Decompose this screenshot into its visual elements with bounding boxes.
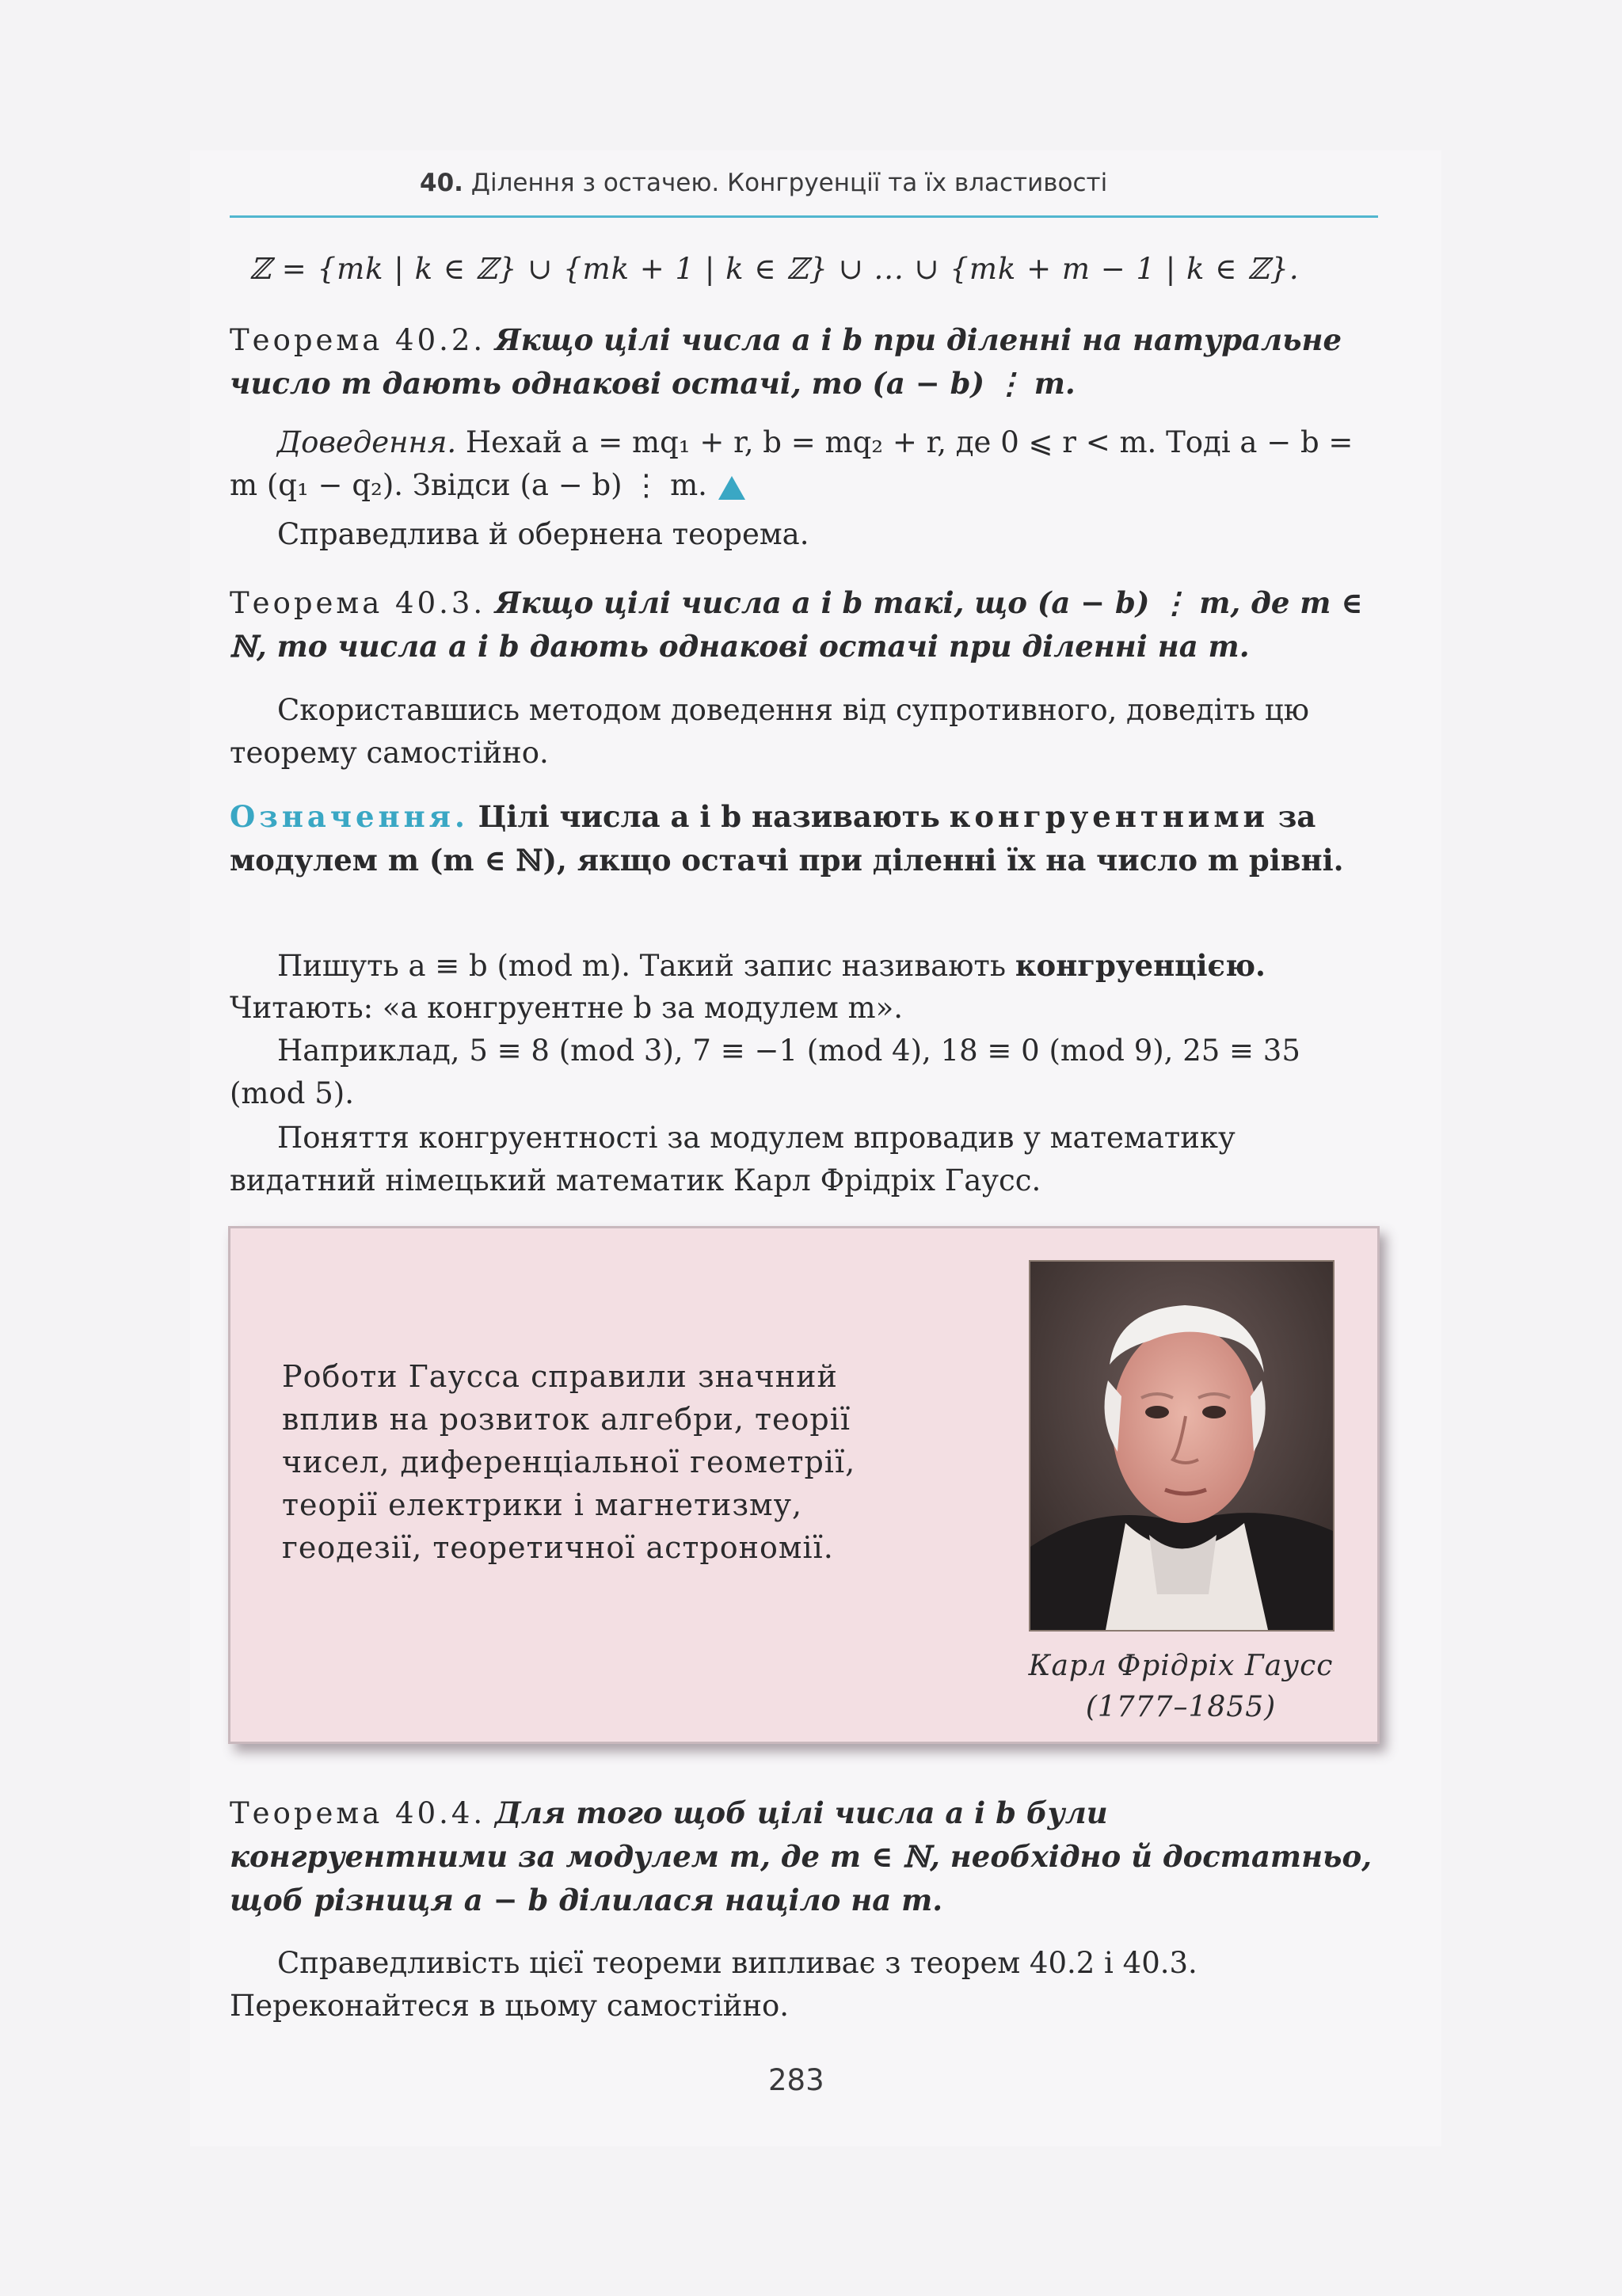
notation-paragraph [230, 944, 1378, 988]
portrait-image [1030, 1262, 1333, 1630]
theorem-40-2 [230, 318, 1378, 406]
definition [230, 795, 1378, 882]
caption-name: Карл Фрідріх Гаусс [1028, 1650, 1334, 1682]
closing-paragraph: Справедливість цієї теореми випливає з теорем 40.2 і 40.3. Переконайтеся в цьому самостійно. [230, 1946, 1197, 2023]
running-header [420, 169, 1107, 197]
notation-text: Пишуть a ≡ b (mod m). Такий запис називають [277, 949, 1007, 983]
definition-term: конгруентними [949, 799, 1269, 834]
examples-paragraph: Наприклад, 5 ≡ 8 (mod 3), 7 ≡ −1 (mod 4), 18 ≡ 0 (mod 9), 25 ≡ 35 (mod 5). [230, 1034, 1300, 1110]
theorem-statement: Якщо цілі числа a і b при діленні на натуральне число m дають однакові остачі, то (a − b) ⋮ m. [230, 322, 1342, 401]
proof-text: Нехай a = mq₁ + r, b = mq₂ + r, де 0 ⩽ r < m. Тоді a − b = m (q₁ − q₂). Звідси (a − b) ⋮ m. [230, 425, 1354, 502]
notation-reading: Читають: «a конгруентне b за модулем m». [230, 991, 904, 1025]
theorem-label: Теорема 40.3. [230, 586, 486, 620]
gauss-portrait [1029, 1260, 1335, 1632]
theorem-label: Теорема 40.4. [230, 1796, 486, 1830]
theorem-statement: Для того щоб цілі числа a і b були конгруентними за модулем m, де m ∈ ℕ, необхідно й достатньо, щоб різниця a − b ділилася націло на m. [230, 1795, 1373, 1917]
header-rule [230, 215, 1378, 218]
notation-term: конгруенцією. [1015, 948, 1266, 983]
exercise-note: Скориставшись методом доведення від супротивного, доведіть цю теорему самостійно. [230, 693, 1309, 770]
theorem-40-3 [230, 581, 1378, 668]
theorem-label: Теорема 40.2. [230, 323, 486, 357]
gauss-box-text: Роботи Гаусса справили значний вплив на розвиток алгебри, теорії чисел, диференціальної геометрії, теорії електрики і магнетизму, геодезії, теоретичної астрономії. [282, 1359, 856, 1565]
proof-paragraph [230, 421, 1378, 507]
section-title: Ділення з остачею. Конгруенції та їх властивості [470, 169, 1108, 197]
end-of-proof-icon [718, 476, 745, 500]
portrait-caption [1015, 1646, 1347, 1728]
page-number: 283 [768, 2063, 824, 2097]
definition-label: Означення. [230, 799, 469, 834]
definition-text-before: Цілі числа a і b називають [478, 799, 940, 834]
section-number: 40. [420, 169, 463, 197]
definition-text-after: за модулем m (m ∈ ℕ), якщо остачі при діленні їх на число m рівні. [230, 799, 1344, 878]
theorem-40-4 [230, 1791, 1378, 1922]
converse-note: Справедлива й обернена теорема. [277, 517, 809, 551]
theorem-statement: Якщо цілі числа a і b такі, що (a − b) ⋮ m, де m ∈ ℕ, то числа a і b дають однакові остачі при діленні на m. [230, 585, 1363, 664]
caption-years: (1777–1855) [1085, 1691, 1277, 1723]
partition-formula: ℤ = {mk | k ∈ ℤ} ∪ {mk + 1 | k ∈ ℤ} ∪ ... ∪ {mk + m − 1 | k ∈ ℤ}. [249, 252, 1300, 286]
history-paragraph: Поняття конгруентності за модулем впровадив у математику видатний німецький математик Карл Фрідріх Гаусс. [230, 1121, 1236, 1197]
proof-label: Доведення. [277, 425, 457, 459]
gauss-info-box [228, 1226, 1380, 1744]
